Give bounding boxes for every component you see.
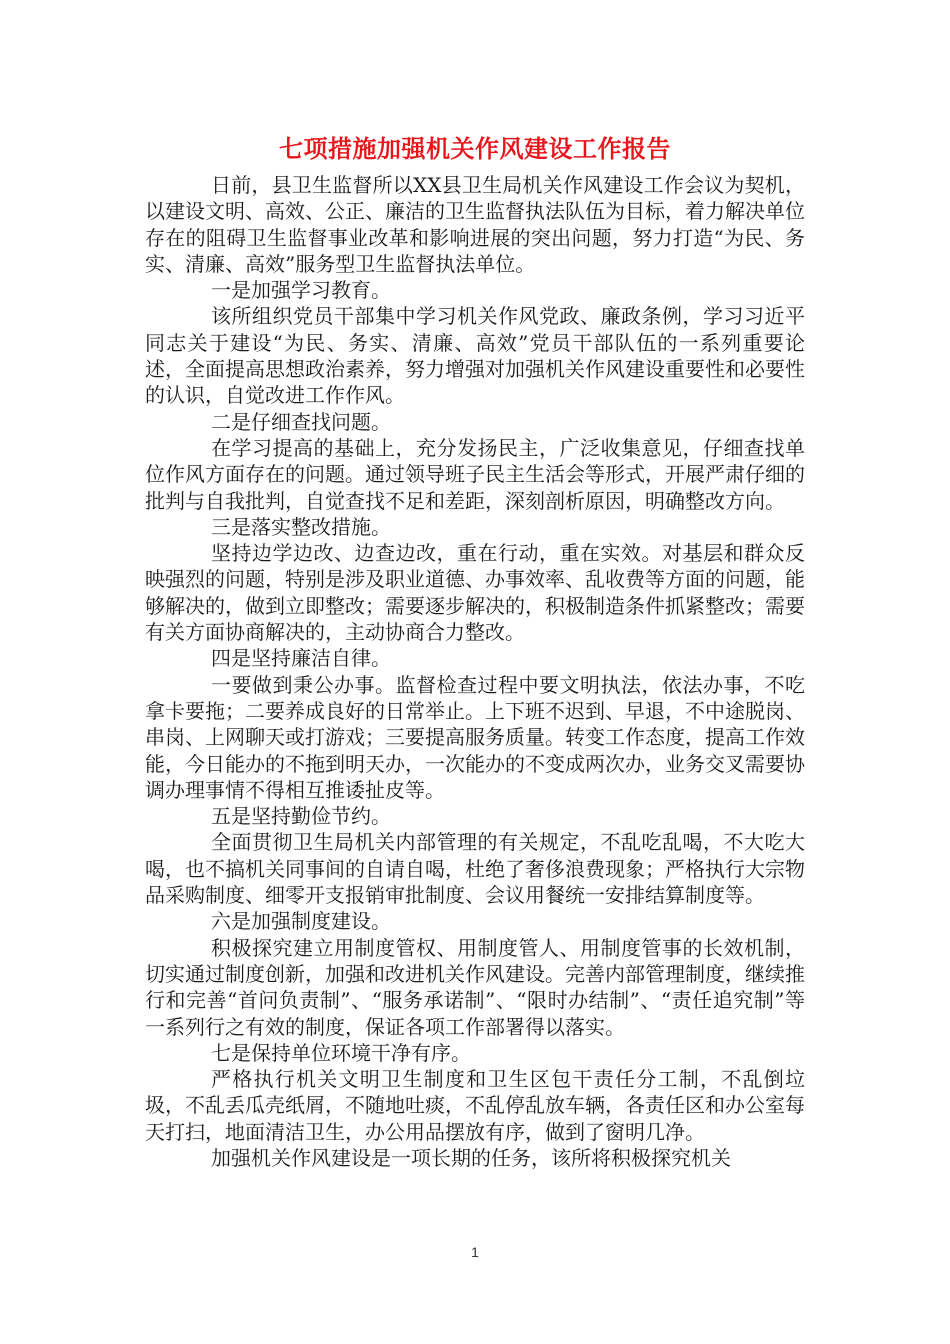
section-heading: 三是落实整改措施。 (211, 514, 391, 539)
paragraph: 在学习提高的基础上，充分发扬民主，广泛收集意见，仔细查找单位作风方面存在的问题。通过领导班子民主生活会等形式，开展严肃仔细的批判与自我批判，自觉查找不足和差距，深刻剖析原因，明确整改方向。 (145, 435, 805, 513)
section-heading: 二是仔细查找问题。 (211, 409, 391, 434)
paragraph: 全面贯彻卫生局机关内部管理的有关规定，不乱吃乱喝，不大吃大喝，也不搞机关同事间的自请自喝，杜绝了奢侈浪费现象；严格执行大宗物品采购制度、细零开支报销审批制度、会议用餐统一安排结算制度等。 (145, 830, 805, 908)
paragraph: 严格执行机关文明卫生制度和卫生区包干责任分工制，不乱倒垃圾，不乱丢瓜壳纸屑，不随地吐痰，不乱停乱放车辆，各责任区和办公室每天打扫，地面清洁卫生，办公用品摆放有序，做到了窗明几净。 (145, 1067, 805, 1144)
document-body (145, 172, 805, 1171)
section-heading: 四是坚持廉洁自律。 (211, 646, 391, 671)
page-number: 1 (471, 1244, 479, 1260)
section-heading: 五是坚持勤俭节约。 (211, 804, 391, 829)
paragraph: 坚持边学边改、边查边改，重在行动，重在实效。对基层和群众反映强烈的问题，特别是涉及职业道德、办事效率、乱收费等方面的问题，能够解决的，做到立即整改；需要逐步解决的，积极制造条件抓紧整改；需要有关方面协商解决的，主动协商合力整改。 (145, 541, 805, 645)
paragraph: 日前，县卫生监督所以XX县卫生局机关作风建设工作会议为契机，以建设文明、高效、公正、廉洁的卫生监督执法队伍为目标，着力解决单位存在的阻碍卫生监督事业改革和影响进展的突出问题，努力打造“为民、务实、清廉、高效”服务型卫生监督执法单位。 (145, 173, 805, 276)
section-heading: 六是加强制度建设。 (211, 909, 391, 934)
section-heading: 一是加强学习教育。 (211, 278, 391, 303)
document-title: 七项措施加强机关作风建设工作报告 (279, 134, 671, 163)
paragraph: 一要做到秉公办事。监督检查过程中要文明执法，依法办事，不吃拿卡要拖；二要养成良好的日常举止。上下班不迟到、早退，不中途脱岗、串岗、上网聊天或打游戏；三要提高服务质量。转变工作态度，提高工作效能，今日能办的不拖到明天办，一次能办的不变成两次办，业务交叉需要协调办理事情不得相互推诿扯皮等。 (145, 672, 805, 802)
section-heading: 七是保持单位环境干净有序。 (211, 1040, 471, 1065)
paragraph: 积极探究建立用制度管权、用制度管人、用制度管事的长效机制，切实通过制度创新，加强和改进机关作风建设。完善内部管理制度，继续推行和完善“首问负责制”、“服务承诺制”、“限时办结制”、“责任追究制”等一系列行之有效的制度，保证各项工作部署得以落实。 (145, 935, 805, 1039)
paragraph: 该所组织党员干部集中学习机关作风党政、廉政条例，学习习近平同志关于建设“为民、务实、清廉、高效”党员干部队伍的一系列重要论述，全面提高思想政治素养，努力增强对加强机关作风建设重要性和必要性的认识，自觉改进工作作风。 (145, 304, 805, 408)
paragraph: 加强机关作风建设是一项长期的任务，该所将积极探究机关 (211, 1145, 731, 1170)
